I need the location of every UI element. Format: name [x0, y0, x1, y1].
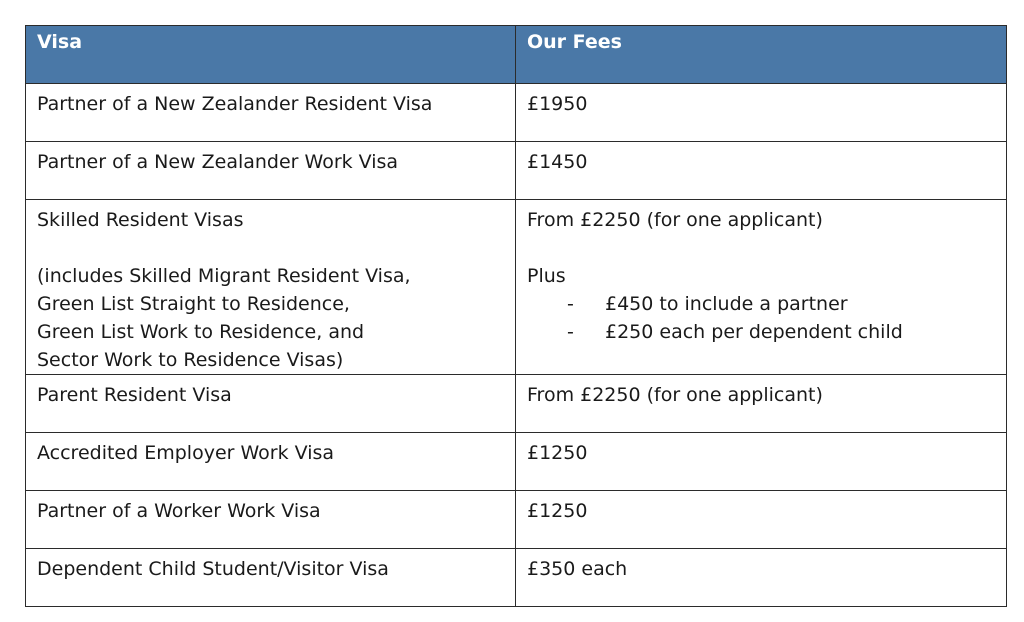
- table-row: [26, 375, 1007, 433]
- fee-cell: £1450: [516, 142, 1007, 200]
- header-visa: Visa: [26, 26, 516, 84]
- visa-note-line: Green List Work to Residence, and: [37, 321, 365, 343]
- fee-bullet-list: [527, 290, 995, 346]
- list-item: [527, 290, 995, 318]
- fee-cell: From £2250 (for one applicant): [516, 375, 1007, 433]
- fee-base: From £2250 (for one applicant): [527, 209, 823, 231]
- visa-name: Skilled Resident Visas: [37, 209, 244, 231]
- table-row: [26, 433, 1007, 491]
- bullet-text: £250 each per dependent child: [605, 321, 903, 343]
- fee-plus: Plus: [527, 265, 566, 287]
- visa-cell: [26, 200, 516, 375]
- visa-cell: Dependent Child Student/Visitor Visa: [26, 549, 516, 607]
- dash-marker: -: [567, 293, 574, 315]
- visa-cell: Partner of a New Zealander Work Visa: [26, 142, 516, 200]
- list-item: [527, 318, 995, 346]
- fee-cell: £1250: [516, 491, 1007, 549]
- bullet-text: £450 to include a partner: [605, 293, 848, 315]
- visa-note-line: Sector Work to Residence Visas): [37, 349, 344, 371]
- visa-note-line: Green List Straight to Residence,: [37, 293, 350, 315]
- visa-note-line: (includes Skilled Migrant Resident Visa,: [37, 265, 411, 287]
- visa-note: [37, 262, 504, 374]
- fee-cell: £350 each: [516, 549, 1007, 607]
- fee-cell: [516, 200, 1007, 375]
- table-row: [26, 549, 1007, 607]
- visa-cell: Partner of a Worker Work Visa: [26, 491, 516, 549]
- visa-fees-table: [25, 25, 1007, 607]
- table-row: [26, 200, 1007, 375]
- table-header-row: [26, 26, 1007, 84]
- header-our-fees: Our Fees: [516, 26, 1007, 84]
- visa-cell: Parent Resident Visa: [26, 375, 516, 433]
- dash-marker: -: [567, 321, 574, 343]
- visa-cell: Partner of a New Zealander Resident Visa: [26, 84, 516, 142]
- table-row: [26, 84, 1007, 142]
- table-row: [26, 491, 1007, 549]
- fee-cell: £1250: [516, 433, 1007, 491]
- fee-cell: £1950: [516, 84, 1007, 142]
- table-row: [26, 142, 1007, 200]
- visa-cell: Accredited Employer Work Visa: [26, 433, 516, 491]
